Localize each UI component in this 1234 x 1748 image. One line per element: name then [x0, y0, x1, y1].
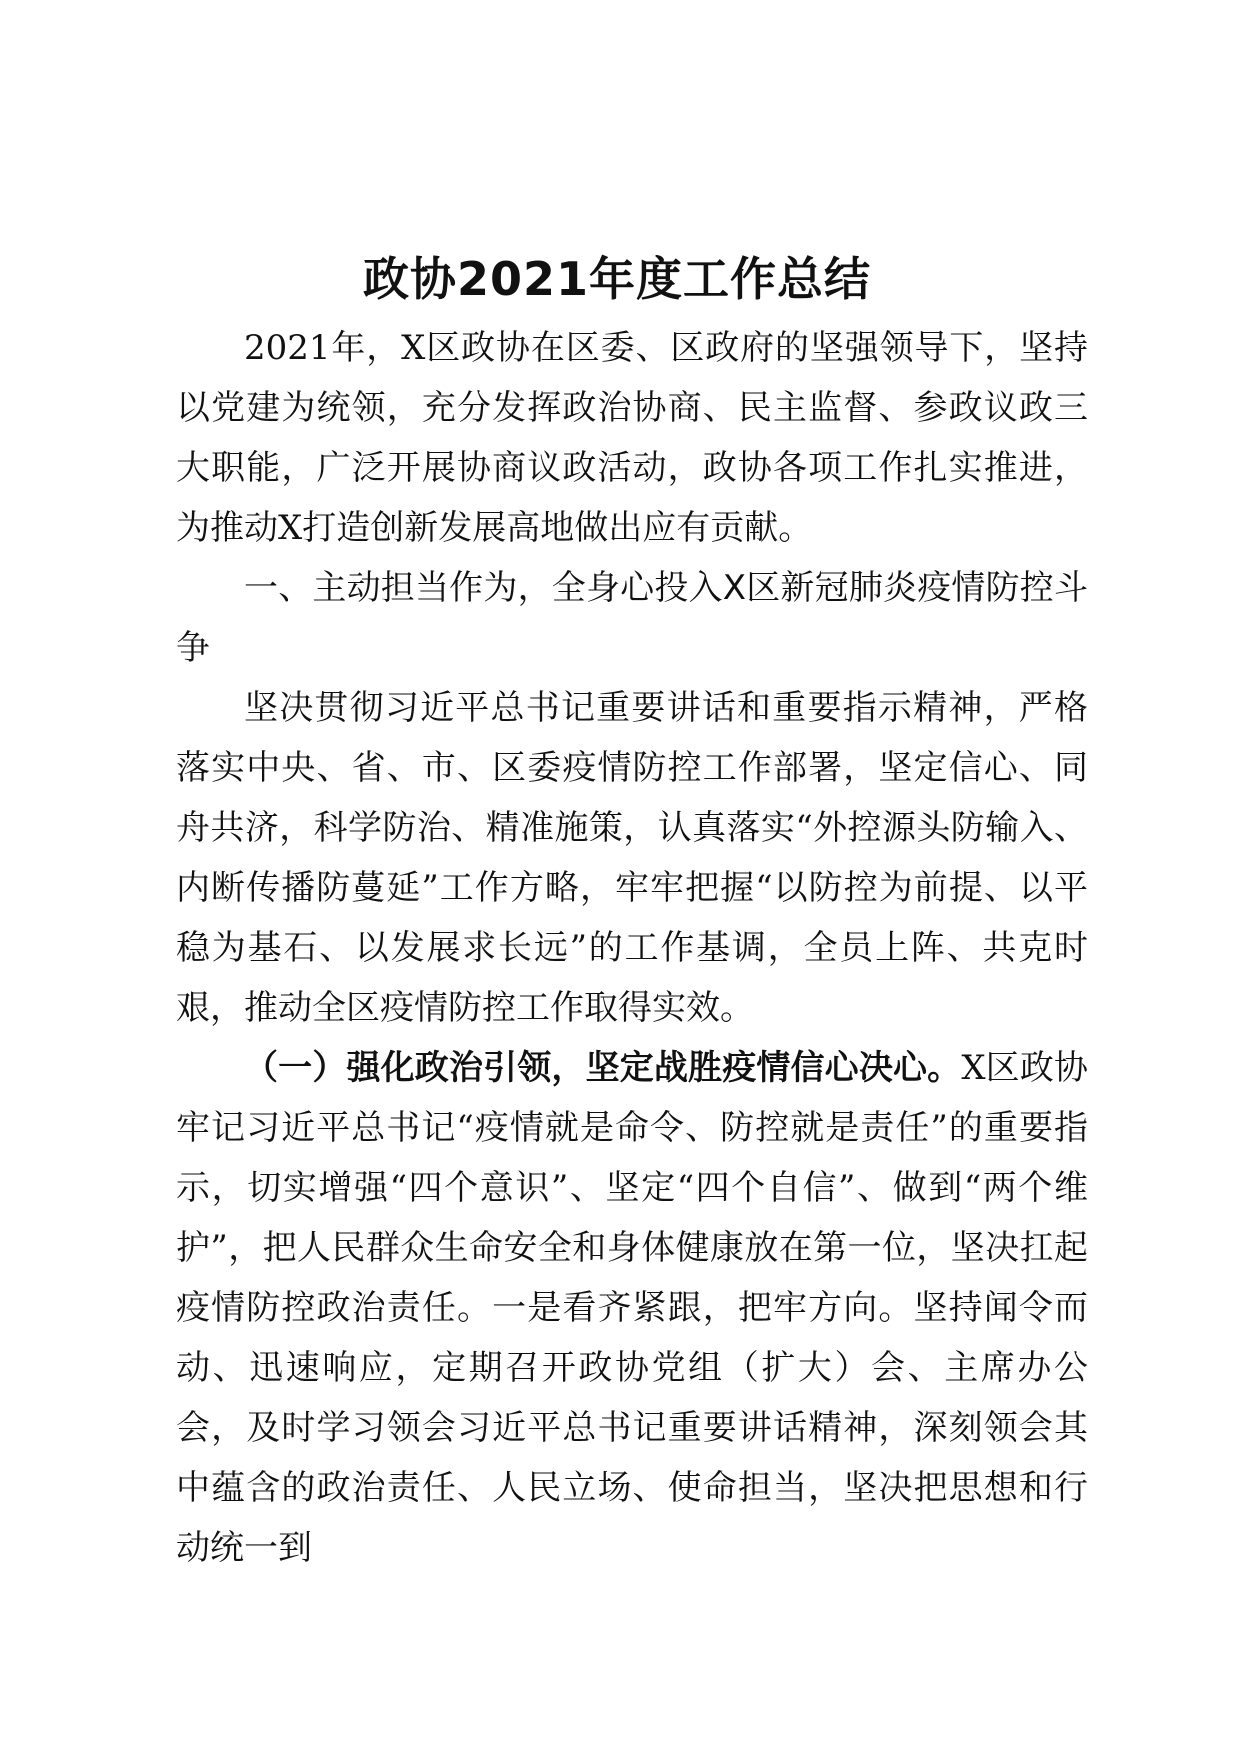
subsection-1-lead: （一）强化政治引领，坚定战胜疫情信心决心。	[244, 1048, 962, 1088]
document-body	[176, 318, 1088, 1578]
subsection-1-paragraph	[176, 1038, 1088, 1578]
section-1-heading: 一、主动担当作为，全身心投入X区新冠肺炎疫情防控斗争	[176, 568, 1088, 668]
section-1-paragraph: 坚决贯彻习近平总书记重要讲话和重要指示精神，严格落实中央、省、市、区委疫情防控工作部署，坚定信心、同舟共济，科学防治、精准施策，认真落实“外控源头防输入、内断传播防蔓延”工作方略，牢牢把握“以防控为前提、以平稳为基石、以发展求长远”的工作基调，全员上阵、共克时艰，推动全区疫情防控工作取得实效。	[176, 688, 1088, 1028]
subsection-1-body: X区政协牢记习近平总书记“疫情就是命令、防控就是责任”的重要指示，切实增强“四个意识”、坚定“四个自信”、做到“两个维护”，把人民群众生命安全和身体健康放在第一位，坚决扛起疫情防控政治责任。一是看齐紧跟，把牢方向。坚持闻令而动、迅速响应，定期召开政协党组（扩大）会、主席办公会，及时学习领会习近平总书记重要讲话精神，深刻领会其中蕴含的政治责任、人民立场、使命担当，坚决把思想和行动统一到	[176, 1048, 1088, 1568]
document-title: 政协2021年度工作总结	[362, 252, 872, 306]
intro-paragraph: 2021年，X区政协在区委、区政府的坚强领导下，坚持以党建为统领，充分发挥政治协商、民主监督、参政议政三大职能，广泛开展协商议政活动，政协各项工作扎实推进，为推动X打造创新发展高地做出应有贡献。	[176, 328, 1088, 548]
